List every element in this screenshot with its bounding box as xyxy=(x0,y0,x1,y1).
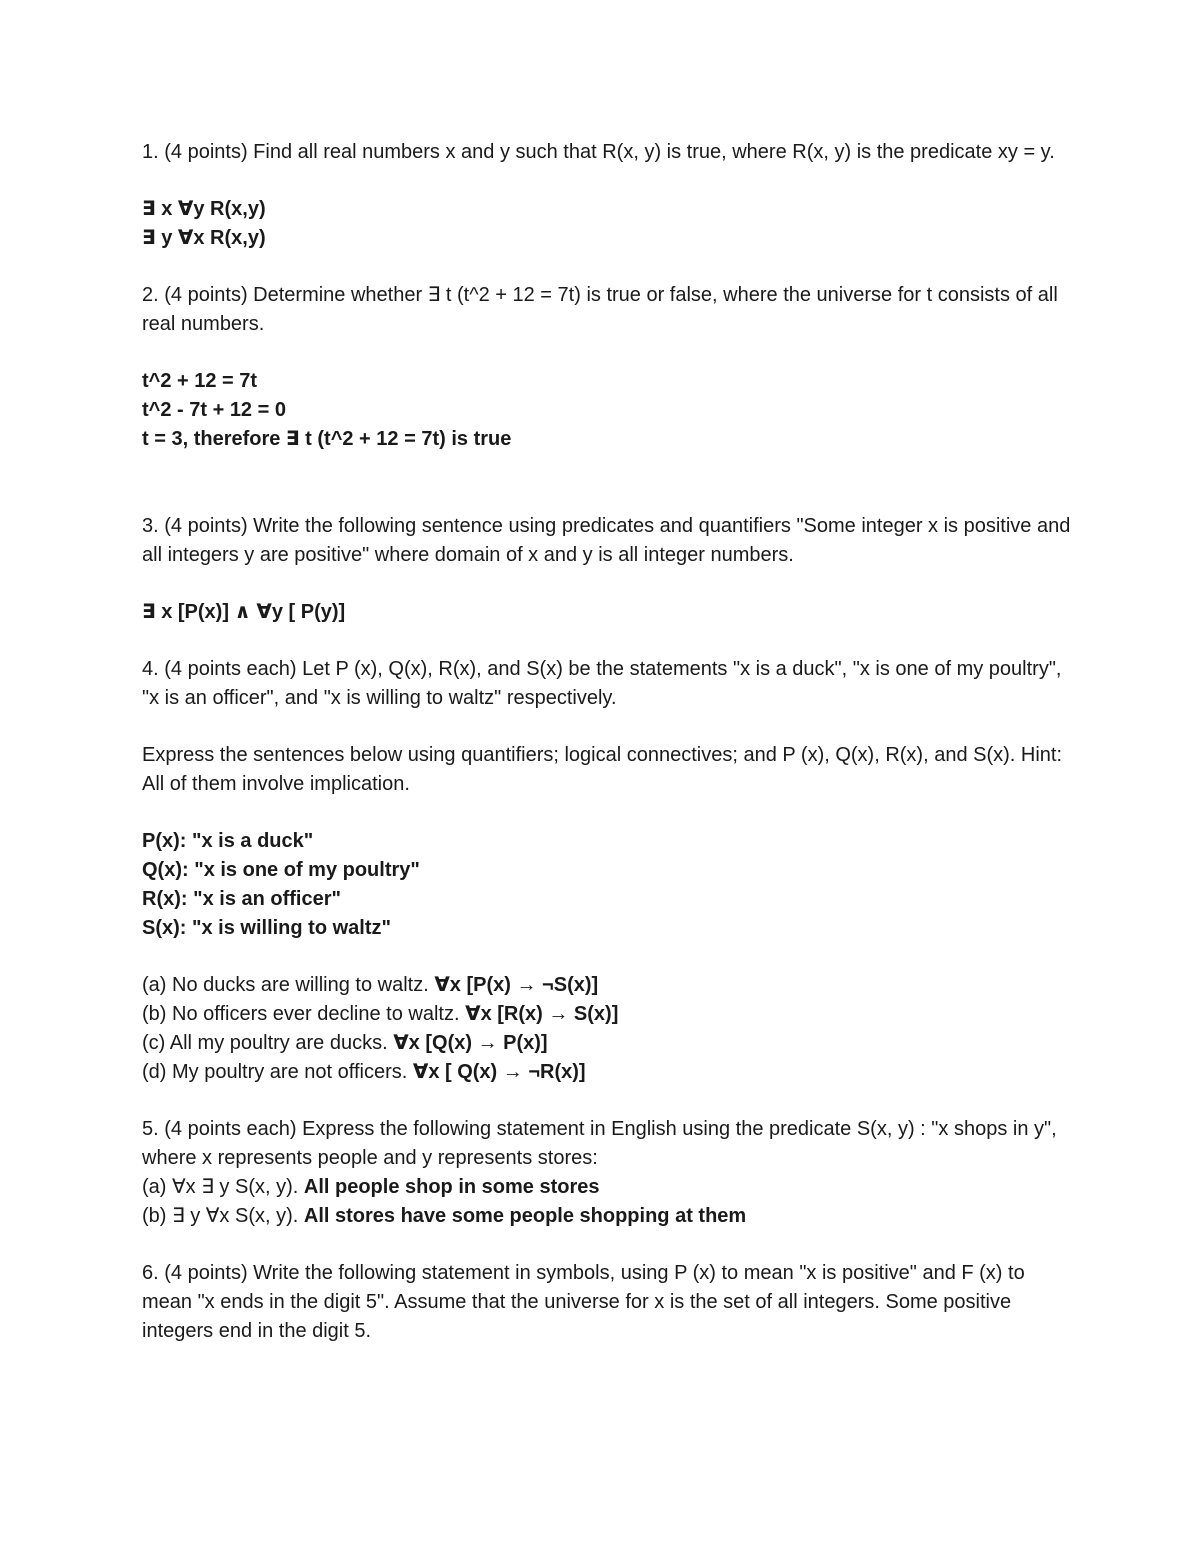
question-3-answer: ∃ x [P(x)] ∧ ∀y [ P(y)] xyxy=(142,601,346,623)
definition-s: S(x): "x is willing to waltz" xyxy=(142,917,391,939)
question-4-item-a-answer: ∀x [P(x) → ¬S(x)] xyxy=(434,974,599,996)
question-2-answer-1: t^2 + 12 = 7t xyxy=(142,370,258,392)
question-2 xyxy=(142,281,1072,454)
question-2-text: 2. (4 points) Determine whether ∃ t (t^2 + 12 = 7t) is true or false, where the universe for t consists of all real numbers. xyxy=(142,284,1058,335)
question-2-answer-3: t = 3, therefore ∃ t (t^2 + 12 = 7t) is true xyxy=(142,428,512,450)
question-1 xyxy=(142,138,1072,253)
question-4-text: 4. (4 points each) Let P (x), Q(x), R(x), and S(x) be the statements "x is a duck", "x is one of my poultry", "x is an officer", and "x is willing to waltz" respectively. xyxy=(142,658,1062,709)
question-4-item-c-prompt: (c) All my poultry are ducks. xyxy=(142,1032,394,1054)
question-6-text: 6. (4 points) Write the following statement in symbols, using P (x) to mean "x is positive" and F (x) to mean "x ends in the digit 5". Assume that the universe for x is the set of all integers. Some positive integers end in the digit 5. xyxy=(142,1262,1025,1342)
question-1-text: 1. (4 points) Find all real numbers x and y such that R(x, y) is true, where R(x, y) is the predicate xy = y. xyxy=(142,141,1055,163)
question-5-item-b-prompt: (b) ∃ y ∀x S(x, y). xyxy=(142,1205,304,1227)
question-5-text: 5. (4 points each) Express the following statement in English using the predicate S(x, y) : "x shops in y", where x represents people and y represents stores: xyxy=(142,1118,1057,1169)
question-4-item-c-answer: ∀x [Q(x) → P(x)] xyxy=(393,1032,548,1054)
question-5-item-a-prompt: (a) ∀x ∃ y S(x, y). xyxy=(142,1176,304,1198)
question-5-item-b-answer: All stores have some people shopping at them xyxy=(303,1205,747,1227)
question-3-text: 3. (4 points) Write the following sentence using predicates and quantifiers "Some integer x is positive and all integers y are positive" where domain of x and y is all integer numbers. xyxy=(142,515,1071,566)
question-4 xyxy=(142,655,1072,1087)
question-4-instruction: Express the sentences below using quantifiers; logical connectives; and P (x), Q(x), R(x), and S(x). Hint: All of them involve implication. xyxy=(142,744,1063,795)
question-5-item-a-answer: All people shop in some stores xyxy=(303,1176,600,1198)
question-4-item-b-prompt: (b) No officers ever decline to waltz. xyxy=(142,1003,466,1025)
question-4-item-d-prompt: (d) My poultry are not officers. xyxy=(142,1061,413,1083)
question-5-item-b xyxy=(142,1202,1072,1231)
question-4-item-a xyxy=(142,971,1072,1000)
question-2-answer-2: t^2 - 7t + 12 = 0 xyxy=(142,399,286,421)
question-1-answer-1: ∃ x ∀y R(x,y) xyxy=(142,198,266,220)
question-5-item-a xyxy=(142,1173,1072,1202)
definition-q: Q(x): "x is one of my poultry" xyxy=(142,859,420,881)
question-6 xyxy=(142,1259,1072,1346)
question-4-item-d-answer: ∀x [ Q(x) → ¬R(x)] xyxy=(412,1061,586,1083)
question-5 xyxy=(142,1115,1072,1231)
document-page xyxy=(142,138,1072,1346)
question-1-answer-2: ∃ y ∀x R(x,y) xyxy=(142,227,266,249)
question-4-item-a-prompt: (a) No ducks are willing to waltz. xyxy=(142,974,435,996)
definition-r: R(x): "x is an officer" xyxy=(142,888,342,910)
question-4-item-b-answer: ∀x [R(x) → S(x)] xyxy=(465,1003,619,1025)
question-4-item-b xyxy=(142,1000,1072,1029)
definition-p: P(x): "x is a duck" xyxy=(142,830,314,852)
question-4-item-c xyxy=(142,1029,1072,1058)
question-4-item-d xyxy=(142,1058,1072,1087)
question-3 xyxy=(142,512,1072,627)
